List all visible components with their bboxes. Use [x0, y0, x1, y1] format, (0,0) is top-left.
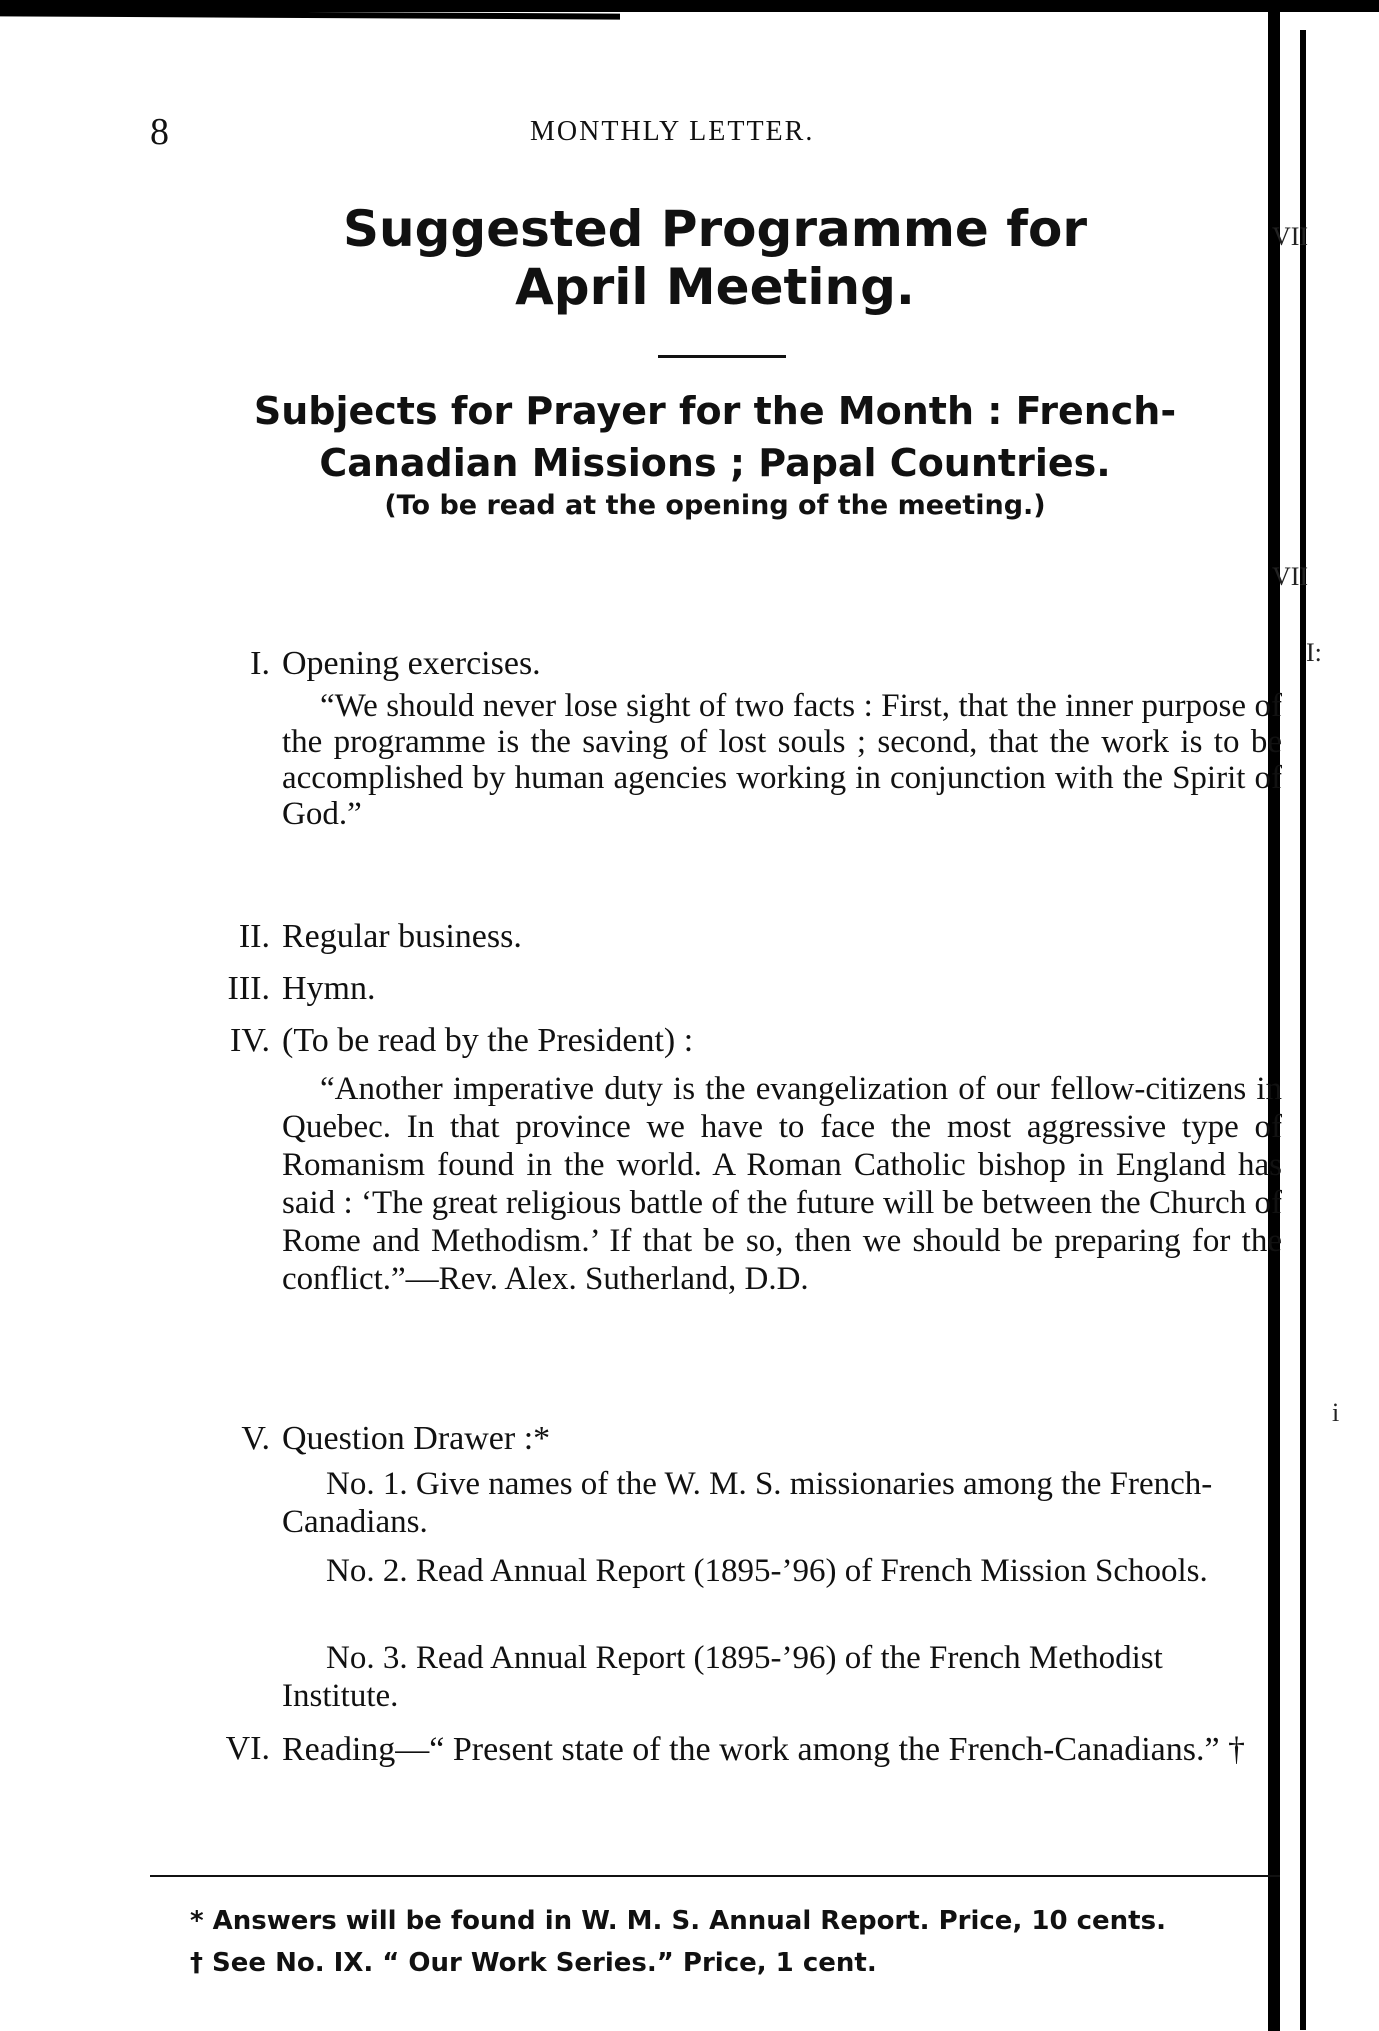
- item-numeral: III.: [227, 970, 270, 1007]
- margin-fragment: I:: [1306, 638, 1322, 667]
- item-quote: “Another imperative duty is the evangelization of our fellow-citizens in Quebec. In that province we have to face the most aggressive type of Romanism found in the world. A Roman Catholic bishop in England has said : ‘The great religious battle of the future will be between the Church of Rome and Methodism.’ If that be so, then we should be preparing for the conflict.”—Rev. Alex. Sutherland, D.D.: [282, 1071, 1282, 1297]
- question-item: No. 1. Give names of the W. M. S. missionaries among the French-Canadians.: [282, 1466, 1213, 1540]
- item-label: Regular business.: [282, 918, 522, 955]
- item-numeral: V.: [241, 1420, 270, 1457]
- question-item: No. 2. Read Annual Report (1895-’96) of French Mission Schools.: [326, 1553, 1208, 1589]
- item-numeral: I.: [250, 645, 270, 682]
- page-title: Suggested Programme for April Meeting.: [343, 200, 1087, 316]
- footnote: * Answers will be found in W. M. S. Annual Report. Price, 10 cents.: [190, 1906, 1166, 1936]
- title-rule: [658, 355, 786, 358]
- reading-note: (To be read at the opening of the meeting.): [384, 490, 1046, 521]
- item-numeral: IV.: [230, 1022, 270, 1059]
- item-numeral: VI.: [225, 1730, 270, 1767]
- prayer-subjects: Subjects for Prayer for the Month : French-Canadian Missions ; Papal Countries.: [253, 389, 1177, 485]
- margin-fragment: VII: [1272, 562, 1309, 591]
- item-numeral: II.: [238, 918, 270, 955]
- question-item: No. 3. Read Annual Report (1895-’96) of the French Methodist Institute.: [282, 1640, 1163, 1714]
- margin-fragment: i: [1332, 1398, 1340, 1427]
- margin-fragment: VII: [1272, 222, 1309, 251]
- scan-top-edge: [0, 0, 1379, 18]
- item-label: Reading—“ Present state of the work among the French-Canadians.” †: [282, 1731, 1246, 1768]
- item-label: Opening exercises.: [282, 645, 541, 682]
- adjacent-page-edge: [1300, 30, 1306, 2030]
- item-label: Question Drawer :*: [282, 1420, 551, 1457]
- running-head: MONTHLY LETTER.: [530, 116, 815, 147]
- item-quote: “We should never lose sight of two facts : First, that the inner purpose of the programme is the saving of lost souls ; second, that the work is to be accomplished by human agencies working in conjunction with the Spirit of God.”: [282, 688, 1282, 832]
- page-number: 8: [150, 111, 169, 153]
- footnote-rule: [150, 1875, 1280, 1877]
- footnote: † See No. IX. “ Our Work Series.” Price, 1 cent.: [190, 1948, 877, 1978]
- item-label: Hymn.: [282, 970, 376, 1007]
- item-label: (To be read by the President) :: [282, 1022, 694, 1059]
- page-header: [150, 110, 1280, 153]
- footnotes: [190, 1900, 1290, 1984]
